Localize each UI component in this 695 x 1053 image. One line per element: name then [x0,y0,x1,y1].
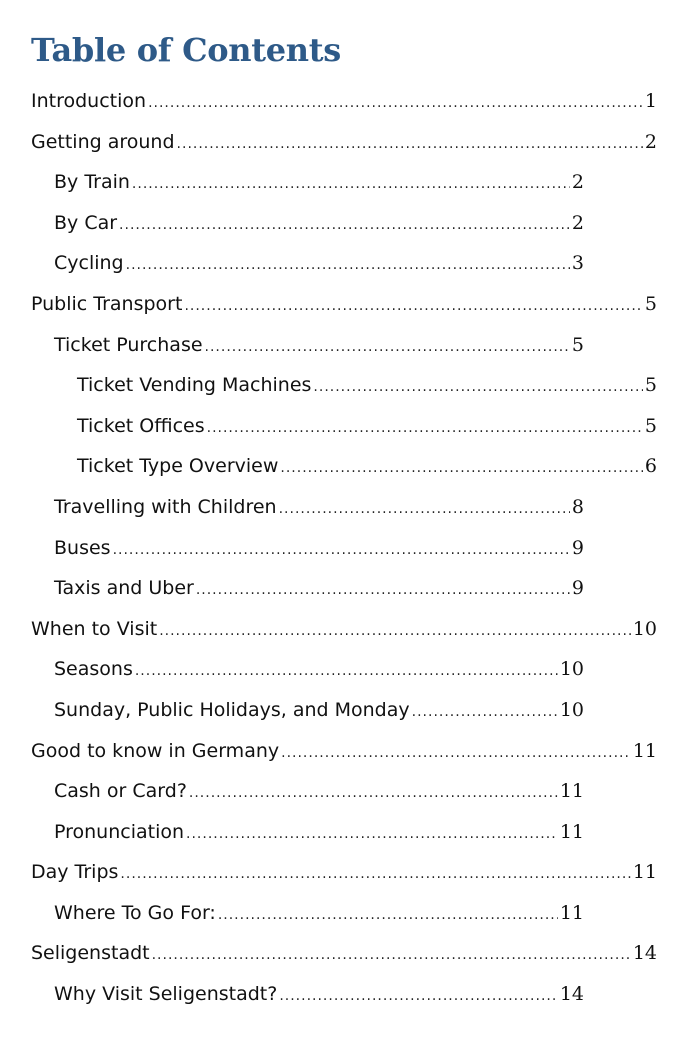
dot-leader [189,773,558,814]
dot-leader [218,895,558,936]
toc-entry-page: 10 [559,658,584,681]
toc-entry-getting-around[interactable] [0,122,657,163]
dot-leader [281,733,631,774]
toc-entry-label: Public Transport [31,292,183,315]
toc-entry-page: 11 [559,901,584,924]
toc-entry-label: By Car [54,211,118,234]
toc-entry-label: Ticket Type Overview [77,455,279,478]
toc-entry-page: 9 [571,577,584,600]
toc-entry-taxis-and-uber[interactable] [0,568,584,609]
toc-entry-ticket-type-overview[interactable] [0,446,657,487]
dot-leader [159,611,631,652]
toc-entry-ticket-purchase[interactable] [0,325,584,366]
toc-entry-page: 5 [644,374,657,397]
toc-entry-label: Taxis and Uber [54,577,194,600]
toc-entry-pronunciation[interactable] [0,812,584,853]
dot-leader [113,530,570,571]
toc-entry-page: 2 [571,171,584,194]
toc-entry-page: 5 [644,414,657,437]
toc-entry-page: 14 [632,942,657,965]
toc-entry-good-to-know-in-germany[interactable] [0,731,657,772]
toc-entry-label: Ticket Offices [77,414,205,437]
dot-leader [207,408,643,449]
dot-leader [313,367,642,408]
toc-entry-label: Cycling [54,252,124,275]
toc-entry-label: Ticket Vending Machines [77,374,312,397]
toc-entry-page: 10 [632,617,657,640]
toc-entry-label: Sunday, Public Holidays, and Monday [54,698,410,721]
toc-entry-cycling[interactable] [0,243,584,284]
toc-entry-why-visit-seligenstadt[interactable] [0,974,584,1015]
toc-entry-page: 11 [632,739,657,762]
toc-entry-page: 8 [571,495,584,518]
toc-entry-page: 14 [559,983,584,1006]
dot-leader [205,327,570,368]
toc-entry-page: 11 [632,861,657,884]
dot-leader [280,448,643,489]
toc-entry-introduction[interactable] [0,81,657,122]
toc-entry-label: Day Trips [31,861,119,884]
toc-entry-label: Ticket Purchase [54,333,203,356]
toc-entry-label: Why Visit Seligenstadt? [54,983,278,1006]
toc-entry-public-transport[interactable] [0,284,657,325]
toc-entry-page: 6 [644,455,657,478]
toc-entry-label: When to Visit [31,617,158,640]
toc-entry-ticket-vending-machines[interactable] [0,365,657,406]
toc-entry-page: 2 [644,130,657,153]
toc-entry-page: 5 [644,292,657,315]
toc-entry-label: Seasons [54,658,133,681]
toc-entry-page: 5 [571,333,584,356]
toc-entry-page: 9 [571,536,584,559]
toc-entry-label: Where To Go For: [54,901,216,924]
toc-entry-when-to-visit[interactable] [0,609,657,650]
toc-entry-label: By Train [54,171,130,194]
toc-entry-buses[interactable] [0,528,584,569]
toc-entry-day-trips[interactable] [0,852,657,893]
toc-entry-label: Getting around [31,130,175,153]
toc-entry-sunday-public-holidays-monday[interactable] [0,690,584,731]
toc-entry-page: 2 [571,211,584,234]
dot-leader [186,814,558,855]
toc-entry-label: Pronunciation [54,820,185,843]
toc-entry-label: Cash or Card? [54,780,187,803]
dot-leader [412,692,558,733]
toc-entry-ticket-offices[interactable] [0,406,657,447]
toc-entry-page: 1 [644,90,657,112]
dot-leader [135,651,558,692]
toc-entry-seligenstadt[interactable] [0,933,657,974]
toc-entry-page: 11 [559,820,584,843]
toc-entry-label: Good to know in Germany [31,739,280,762]
toc-entry-page: 10 [559,698,584,721]
toc-list [0,81,695,1015]
page-title: Table of Contents [31,31,341,69]
dot-leader [184,286,642,327]
toc-entry-page: 11 [559,780,584,803]
dot-leader [279,489,570,530]
dot-leader [177,124,643,165]
toc-entry-cash-or-card[interactable] [0,771,584,812]
dot-leader [119,205,570,246]
toc-entry-travelling-with-children[interactable] [0,487,584,528]
toc-entry-page: 3 [571,252,584,275]
toc-entry-label: Buses [54,536,111,559]
toc-entry-where-to-go-for[interactable] [0,893,584,934]
toc-entry-label: Introduction [31,90,147,112]
toc-entry-label: Travelling with Children [54,495,277,518]
toc-entry-seasons[interactable] [0,649,584,690]
toc-entry-label: Seligenstadt [31,942,150,965]
toc-entry-by-train[interactable] [0,162,584,203]
dot-leader [126,245,570,286]
dot-leader [120,854,630,895]
toc-entry-by-car[interactable] [0,203,584,244]
dot-leader [196,570,570,611]
dot-leader [132,164,570,205]
dot-leader [279,976,557,1017]
dot-leader [152,935,631,976]
dot-leader [148,83,643,124]
